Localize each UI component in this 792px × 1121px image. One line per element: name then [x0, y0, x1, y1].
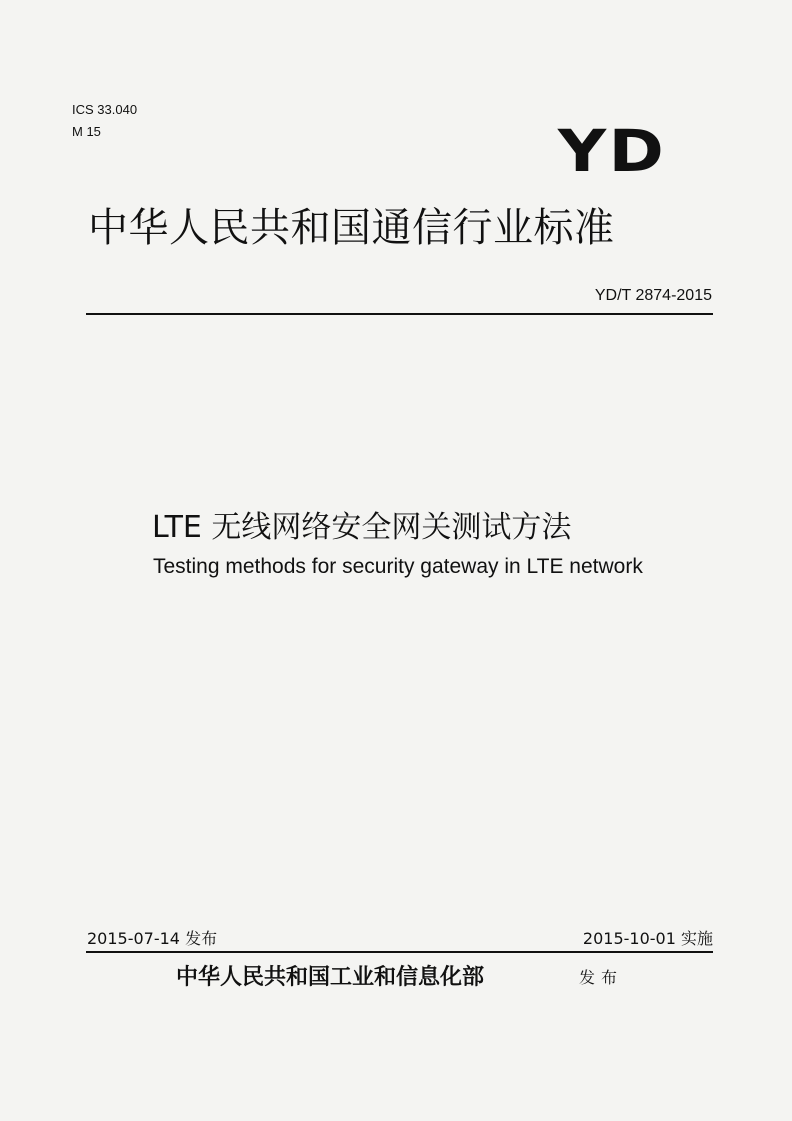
header-divider — [86, 313, 713, 315]
issue-label: 发布 — [579, 968, 624, 987]
yd-logo: YD — [557, 117, 666, 185]
issuer: 中华人民共和国工业和信息化部 — [176, 964, 485, 990]
issue-date: 2015-07-14 发布 — [87, 929, 218, 948]
standard-number: YD/T 2874-2015 — [594, 287, 712, 304]
org-title: 中华人民共和国通信行业标准 — [88, 205, 615, 251]
footer-divider — [86, 951, 713, 953]
document-title-en: Testing methods for security gateway in LTE network — [153, 555, 643, 578]
ics-code: ICS 33.040 — [72, 102, 138, 117]
document-title-cn: LTE 无线网络安全网关测试方法 — [152, 510, 572, 545]
classification-code: M 15 — [72, 124, 101, 139]
implement-date: 2015-10-01 实施 — [582, 929, 713, 948]
